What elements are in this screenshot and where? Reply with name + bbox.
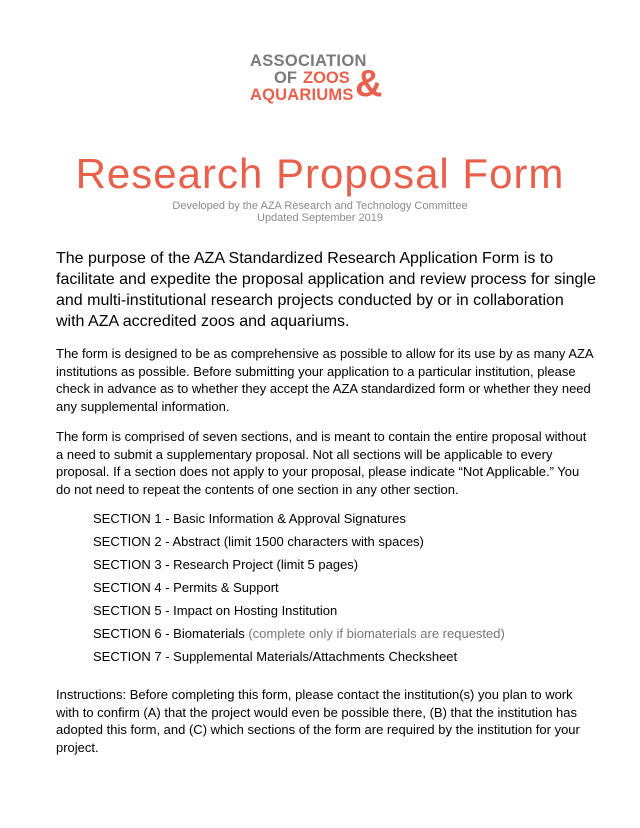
section-item: SECTION 2 - Abstract (limit 1500 characters with spaces): [93, 534, 424, 549]
subtitle-updated: Updated September 2019: [257, 212, 383, 224]
logo-line-aquariums: AQUARIUMS: [250, 86, 354, 104]
section-item: SECTION 7 - Supplemental Materials/Attachments Checksheet: [93, 649, 458, 664]
section-item: SECTION 1 - Basic Information & Approval Signatures: [93, 511, 406, 526]
aza-logo: [246, 48, 396, 104]
logo-ampersand: &: [355, 63, 383, 105]
section-item: SECTION 6 - Biomaterials (complete only if biomaterials are requested): [93, 626, 505, 641]
section-item: SECTION 4 - Permits & Support: [93, 580, 279, 595]
page-title: Research Proposal Form: [75, 150, 565, 197]
section-item: SECTION 3 - Research Project (limit 5 pages): [93, 557, 359, 572]
sections-list: [93, 510, 593, 671]
section-item: SECTION 5 - Impact on Hosting Institution: [93, 603, 338, 618]
logo-line-zoos: ZOOS: [303, 69, 350, 87]
paragraph-sections: The form is comprised of seven sections, and is meant to contain the entire proposal without a need to submit a supplementary proposal. Not all sections will be applicable to every proposal. If a section does not apply to your proposal, please indicate “Not Applicable.” You do not need to repeat the contents of one section in any other section.: [56, 429, 587, 497]
instructions-paragraph: Instructions: Before completing this form, please contact the institution(s) you plan to work with to confirm (A) that the project would even be possible there, (B) that the institution has adopted this form, and (C) which sections of the form are required by the institution for your project.: [56, 687, 580, 755]
subtitle-committee: Developed by the AZA Research and Technology Committee: [172, 200, 468, 212]
section-note: (complete only if biomaterials are requested): [248, 626, 505, 641]
paragraph-comprehensive: The form is designed to be as comprehensive as possible to allow for its use by as many AZA institutions as possible. Before submitting your application to a particular institution, please check in advance as to whether they accept the AZA standardized form or whether they need any supplemental information.: [56, 346, 593, 414]
intro-paragraph: The purpose of the AZA Standardized Research Application Form is to facilitate and expedite the proposal application and review process for single and multi-institutional research projects conducted by or in collaboration with AZA accredited zoos and aquariums.: [56, 250, 596, 330]
logo-line-of: OF: [274, 69, 297, 87]
logo-line-association: ASSOCIATION: [250, 52, 367, 70]
